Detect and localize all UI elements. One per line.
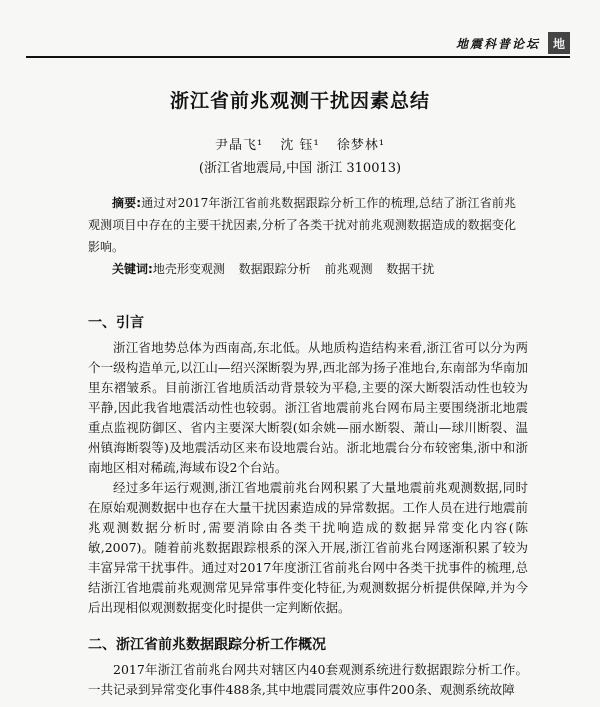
abstract (88, 192, 516, 258)
keywords (88, 258, 528, 280)
paper-title: 浙江省前兆观测干扰因素总结 (169, 90, 430, 112)
section-intro-body (88, 338, 528, 618)
author-name: 沈 钰¹ (280, 138, 320, 153)
journal-name: 地震科普论坛 (455, 36, 540, 51)
section-heading-overview: 二、浙江省前兆数据跟踪分析工作概况 (88, 637, 326, 653)
paragraph: 经过多年运行观测,浙江省地震前兆台网积累了大量地震前兆观测数据,同时在原始观测数据中也存在大量干扰因素造成的异常数据。工作人员在进行地震前兆观测数据分析时,需要消除由各类干扰响造成的数据异常变化内容(陈敏,2007)。随着前兆数据跟踪根系的深入开展,浙江省前兆台网逐渐积累了较为丰富异常干扰事件。通过对2017年度浙江省前兆台网中各类干扰事件的梳理,总结浙江省地震前兆观测常见异常事件变化特征,为观测数据分析提供保障,并为今后出现相似观测数据变化时提供一定判断依据。 (88, 480, 528, 615)
author-list (0, 134, 600, 153)
section-badge: 地 (548, 32, 570, 54)
abstract-label: 摘要: (112, 196, 142, 210)
keywords-text: 地壳形变观测 数据跟踪分析 前兆观测 数据干扰 (152, 262, 435, 276)
keywords-label: 关键词: (112, 262, 153, 276)
author-name: 徐梦林¹ (336, 138, 386, 153)
paragraph: 2017年浙江省前兆台网共对辖区内40套观测系统进行数据跟踪分析工作。一共记录到异常变化事件488条,其中地震同震效应事件200条、观测系统故障 (88, 662, 528, 697)
section-heading-intro: 一、引言 (88, 315, 144, 331)
paragraph: 浙江省地势总体为西南高,东北低。从地质构造结构来看,浙江省可以分为两个一级构造单元,以江山—绍兴深断裂为界,西北部为扬子准地台,东南部为华南加里东褶皱系。目前浙江省地质活动背景较为平稳,主要的深大断裂活动性也较为平静,因此我省地震活动性也较弱。浙江省地震前兆台网布局主要围绕浙北地震重点监视防御区、省内主要深大断裂(如余姚—丽水断裂、萧山—球川断裂、温州镇海断裂等)及地震活动区来布设地震台站。浙北地震台分布较密集,浙中和浙南地区相对稀疏,海域布设2个台站。 (88, 340, 528, 475)
author-name: 尹晶飞¹ (214, 138, 264, 153)
section-overview-body (88, 660, 528, 700)
affiliation: (浙江省地震局,中国 浙江 310013) (198, 161, 402, 176)
header-rule (26, 56, 570, 58)
abstract-text: 通过对2017年浙江省前兆数据跟踪分析工作的梳理,总结了浙江省前兆观测项目中存在的主要干扰因素,分析了各类干扰对前兆观测数据造成的数据变化影响。 (88, 196, 516, 254)
running-header (456, 32, 570, 54)
